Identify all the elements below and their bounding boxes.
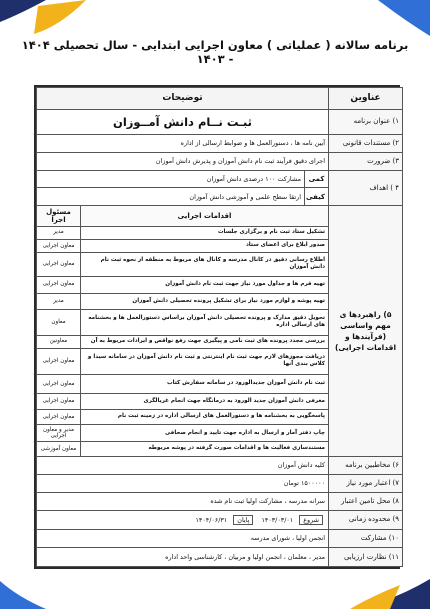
evaluation-value: مدیر ، معلمان ، انجمن اولیا و مربیان ، کارشناسی واحد اداره (37, 547, 329, 566)
action-item: دریافت مجوزهای لازم جهت ثبت نام اینترنتی و ثبت نام دانش آموزان در سامانه سیدا و کلاس بندی آنها (81, 348, 329, 374)
start-label: شروع (299, 515, 323, 525)
goals-label: ۴ ) اهداف (329, 170, 403, 206)
responsible-item: مدیر (37, 226, 81, 239)
responsible-item: معاون اجرایی (37, 239, 81, 252)
action-item: چاپ دفتر آمار و ارسال به اداره جهت تایید و انجام صحافی (81, 425, 329, 442)
action-item: مستندسازی فعالیت ها و اقدامات صورت گرفته در پوشه مربوطه (81, 442, 329, 456)
qual-goal-label: کیفی (305, 188, 329, 206)
responsible-item: معاون اجرایی (37, 409, 81, 425)
start-date: ۱۴۰۳/۰۳/۰۱ (261, 515, 294, 524)
end-date: ۱۴۰۴/۰۶/۳۱ (195, 515, 228, 524)
responsible-item: معاونین (37, 335, 81, 348)
audience-label: ۶) مخاطبین برنامه (329, 456, 403, 474)
participation-label: ۱۰) مشارکت (329, 529, 403, 547)
funding-source-label: ۸) محل تامین اعتبار (329, 492, 403, 510)
responsible-item: مدیر و معاون اجرایی (37, 425, 81, 442)
responsible-item: معاون اجرایی (37, 394, 81, 410)
top-right-decoration (360, 0, 430, 38)
necessity-label: ۳) ضرورت (329, 152, 403, 170)
page-title: برنامه سالانه ( عملیاتی ) معاون اجرایی ابتدایی - سال تحصیلی ۱۴۰۴ - ۱۴۰۳ (21, 38, 409, 66)
responsible-item: معاون (37, 310, 81, 335)
responsible-item: مدیر (37, 293, 81, 310)
participation-value: انجمن اولیا ، شورای مدرسه (37, 529, 329, 547)
audience-value: کلیه دانش آموزان (37, 456, 329, 474)
program-title-label: ۱) عنوان برنامه (329, 109, 403, 134)
action-item: تشکیل ستاد ثبت نام و برگزاری جلسات (81, 226, 329, 239)
action-item: تهیه فرم ها و جداول مورد نیاز جهت ثبت نام دانش آموزان (81, 276, 329, 293)
action-item: پاسخگویی به بخشنامه ها و دستورالعمل های ارسالی اداره در زمینه ثبت نام (81, 409, 329, 425)
action-item: صدور ابلاغ برای اعضای ستاد (81, 239, 329, 252)
legal-docs-label: ۲) مستندات قانونی (329, 134, 403, 152)
end-label: پایان (233, 515, 253, 525)
funding-source-value: سرانه مدرسه ، مشارکت اولیا ثبت نام شده (37, 492, 329, 510)
bottom-left-decoration (0, 575, 60, 609)
quant-goal-label: کمی (305, 170, 329, 188)
responsible-item: معاون اجرایی (37, 348, 81, 374)
time-range-label: ۹) محدوده زمانی (329, 510, 403, 529)
responsible-header: مسئول اجرا (37, 206, 81, 226)
top-left-decoration (0, 0, 90, 36)
responsible-item: معاون اجرایی (37, 375, 81, 394)
responsible-item: معاون اجرایی (37, 253, 81, 277)
legal-docs-value: آیین نامه ها ، دستورالعمل ها و ضوابط ارسالی از اداره (37, 134, 329, 152)
evaluation-label: ۱۱) نظارت ارزیابی (329, 547, 403, 566)
action-item: اطلاع رسانی دقیق در کانال مدرسه و کانال های مربوط به منطقه از نحوه ثبت نام دانش آموزان (81, 253, 329, 277)
header-titles: عناوین (329, 88, 403, 110)
program-title-value: ثبـت نــام دانش آمــوزان (37, 109, 329, 134)
strategies-label: ۵) راهبردها ی مهم واساسی (فرآیندها و اقدامات اجرایی) (329, 206, 403, 456)
budget-value: ۱۵۰۰۰۰۰ تومان (37, 474, 329, 492)
action-item: بررسی مجدد پرونده های ثبت نامی و پیگیری جهت رفع نواقص و ایرادات مربوط به آن (81, 335, 329, 348)
actions-header: اقدامات اجرایی (81, 206, 329, 226)
action-item: معرفی دانش آموزان جدید الورود به درمانگاه جهت انجام غربالگری (81, 394, 329, 410)
budget-label: ۷) اعتبار مورد نیاز (329, 474, 403, 492)
action-item: ثبت نام دانش آموزان جدیدالورود در سامانه سفارش کتاب (81, 375, 329, 394)
header-description: توضیحات (37, 88, 329, 110)
action-item: تحویل دقیق مدارک و پرونده تحصیلی دانش آموزان براساس دستورالعمل ها و بخشنامه های ارسالی اداره (81, 310, 329, 335)
necessity-value: اجرای دقیق فرآیند ثبت نام دانش آموزان و پذیرش دانش آموزان (37, 152, 329, 170)
program-table (34, 85, 400, 569)
responsible-item: معاون آموزشی (37, 442, 81, 456)
responsible-item: معاون اجرایی (37, 276, 81, 293)
qual-goal-value: ارتقا سطح علمی و آموزشی دانش آموزان (37, 188, 305, 206)
time-range-value (37, 510, 329, 529)
action-item: تهیه پوشه و لوازم مورد نیاز برای تشکیل پرونده تحصیلی دانش آموزان (81, 293, 329, 310)
bottom-right-decoration (330, 571, 430, 609)
quant-goal-value: مشارکت ۱۰۰ درصدی دانش آموزان (37, 170, 305, 188)
